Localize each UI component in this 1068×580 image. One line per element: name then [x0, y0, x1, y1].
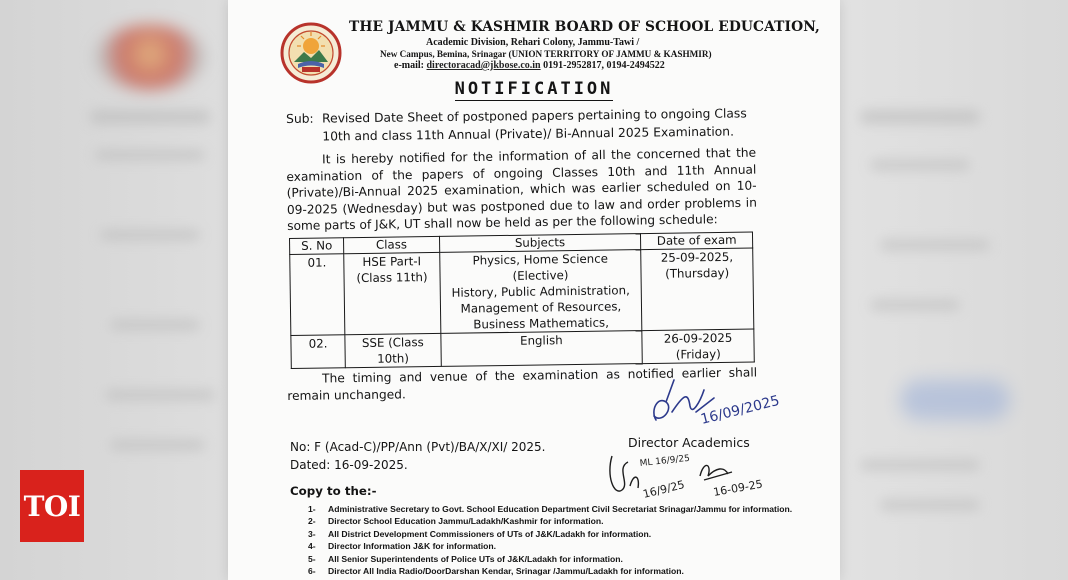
list-text: All District Development Commissioners of UTs of J&K/Ladakh for information. [328, 528, 652, 539]
list-text: All Senior Superintendents of Police UTs of J&K/Ladakh for information. [328, 553, 623, 564]
table-row [290, 248, 754, 335]
row-class [344, 252, 440, 334]
subject-label: Sub: [286, 111, 314, 126]
list-number: 6- [308, 566, 316, 577]
exam-schedule-table [289, 232, 755, 369]
list-item [308, 540, 828, 552]
exam-day: (Friday) [675, 346, 721, 362]
class-line: SSE (Class [361, 335, 424, 350]
contact-line [394, 60, 665, 71]
copy-to-list [308, 503, 828, 577]
page-title [228, 79, 840, 99]
header-subjects: Subjects [439, 234, 641, 253]
signature-date: 16/09/2025 [699, 392, 782, 428]
header-class: Class [344, 236, 439, 253]
body-paragraph [286, 145, 757, 235]
copy-to-label: Copy to the:- [290, 484, 377, 498]
reference-block [290, 438, 546, 474]
address-srinagar: New Campus, Bemina, Srinagar (UNION TERRITORY OF JAMMU & KASHMIR) [380, 49, 712, 59]
table-row [291, 329, 754, 368]
list-text: Director Information J&K for information. [328, 541, 497, 552]
letterhead [228, 0, 840, 80]
notification-heading: NOTIFICATION [454, 79, 614, 99]
signatory-title: Director Academics [628, 435, 750, 450]
signature-left-date: 16/9/25 [641, 478, 686, 501]
email-label: e-mail: [394, 60, 424, 71]
subject-line: Physics, Home Science (Elective) [472, 251, 609, 283]
address-jammu: Academic Division, Rehari Colony, Jammu-Tawi / [426, 37, 640, 48]
list-item [308, 503, 828, 515]
list-item [308, 565, 828, 577]
list-number: 1- [308, 504, 316, 514]
dated-line: Dated: 16-09-2025. [290, 458, 408, 472]
class-line: 10th) [377, 351, 410, 366]
row-date [641, 248, 754, 331]
row-sno: 02. [291, 335, 346, 369]
subject-line: English [519, 333, 563, 348]
exam-day: (Thursday) [665, 265, 730, 281]
closing-text: The timing and venue of the examination as notified earlier shall remain unchanged. [287, 365, 758, 403]
signature-right-date: 16-09-25 [712, 477, 764, 499]
row-subjects [439, 250, 642, 334]
header-sno: S. No [290, 238, 344, 255]
row-class [345, 333, 441, 367]
list-text: Administrative Secretary to Govt. School Education Department Civil Secretariat Srinagar/Jammu for information. [328, 504, 793, 514]
board-name: THE JAMMU & KASHMIR BOARD OF SCHOOL EDUCATION, [349, 19, 820, 35]
body-text: It is hereby notified for the information of all the concerned that the examination of the papers of ongoing Classes 10th and 11th Annual (Private)/Bi-Annual 2025 examination, which was earlier scheduled on 10-09-2025 (Wednesday) but was postponed due to law and order problems in some parts of J&K, UT shall now be held as per the following schedule: [286, 145, 757, 233]
initials-text: ML 16/9/25 [639, 453, 691, 469]
list-number: 2- [308, 516, 316, 527]
list-item [308, 528, 828, 540]
class-line: (Class 11th) [356, 270, 428, 286]
toi-logo: TOI [20, 470, 84, 542]
list-number: 5- [308, 553, 316, 564]
subject-line: Business Mathematics, [473, 315, 609, 332]
notification-document [228, 0, 840, 580]
subject-text: Revised Date Sheet of postponed papers pertaining to ongoing Class 10th and class 11th Annual (Private)/ Bi-Annual 2025 Examination. [322, 106, 747, 144]
list-number: 4- [308, 541, 316, 552]
row-date [642, 329, 754, 364]
list-item [308, 515, 828, 527]
class-line: HSE Part-I [362, 254, 422, 269]
subject-block [286, 104, 766, 144]
countersign-signatures-icon [604, 446, 784, 508]
exam-date: 25-09-2025, [660, 249, 734, 265]
exam-date: 26-09-2025 [663, 330, 733, 346]
blurred-emblem [95, 25, 205, 90]
header-date: Date of exam [641, 232, 753, 250]
director-signature-icon [644, 372, 784, 442]
board-emblem-icon [280, 22, 342, 84]
subject-line: Management of Resources, [460, 299, 622, 316]
phone-numbers: 0191-2952817, 0194-2494522 [543, 60, 665, 71]
list-item [308, 553, 828, 565]
list-text: Director School Education Jammu/Ladakh/Kashmir for information. [328, 516, 604, 527]
email-address[interactable]: directoracad@jkbose.co.in [426, 60, 541, 71]
row-subjects [440, 331, 642, 367]
row-sno: 01. [290, 254, 345, 336]
reference-number: No: F (Acad-C)/PP/Ann (Pvt)/BA/X/XI/ 2025. [290, 440, 546, 454]
subject-line: History, Public Administration, [451, 283, 630, 300]
list-number: 3- [308, 528, 316, 539]
list-text: Director All India Radio/DoorDarshan Kendar, Srinagar /Jammu/Ladakh for information. [328, 566, 684, 577]
